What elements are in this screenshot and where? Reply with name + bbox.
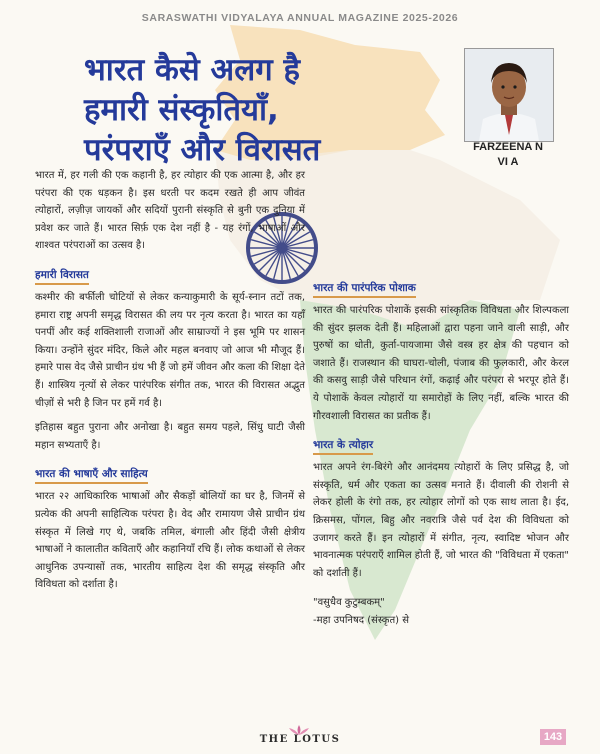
page-number-badge: 143 <box>540 729 566 745</box>
heritage-paragraph-1: कश्मीर की बर्फीली चोटियों से लेकर कन्याकुमारी के सूर्य-स्नान तटों तक, हमारा राष्ट्र अपनी समृद्ध विरासत की लय पर नृत्य करता है। भारत का यहाँ पनपीं और कई शक्तिशाली राजाओं और साम्राज्यों ने इस भूमि पर शासन किया। उन्होंने सुंदर मंदिर, किले और महल बनवाए जो आज भी मौजूद हैं। हमारे पास वेद जैसे प्राचीन ग्रंथ भी हैं जो हमें जीवन और कला की शिक्षा देते हैं। शास्त्रिय नृत्यों से लेकर पारंपरिक संगीत तक, भारत की विरासत अद्भुत चीज़ों से भरी है जिन पर हमें गर्व है। <box>35 291 305 409</box>
dress-heading: भारत की पारंपरिक पोशाक <box>313 281 416 298</box>
dress-paragraph: भारत की पारंपरिक पोशाकें इसकी सांस्कृतिक विविधता और शिल्पकला की सुंदर झलक देती हैं। महिलाओं द्वारा पहना जाने वाली साड़ी, और पुरुषों का धोती, कुर्ता-पायजामा जैसे वस्त्र हर क्षेत्र की पहचान को जशाते हैं। राजस्थान की घाघरा-चोली, पंजाब की फुलकारी, और केरल की कसवु साड़ी जैसे परिधान रंगों, कढ़ाई और परंपरा से भरपूर होते हैं। ये पोशाकें केवल त्योहारों या समारोहों के लिए नहीं, बल्कि भारत की गौरवशाली विरासत का प्रतीक हैं। <box>313 305 569 422</box>
student-name: FARZEENA N <box>473 141 543 153</box>
quote-text: "वसुधैव कुटुम्बकम्" <box>313 597 385 609</box>
quote-source: -महा उपनिषद (संस्कृत) से <box>313 615 410 627</box>
title-line-1: भारत कैसे अलग है <box>84 52 300 88</box>
student-portrait-icon <box>465 49 553 141</box>
title-line-2: हमारी संस्कृतियाँ, <box>84 92 279 128</box>
student-class: VI A <box>497 156 519 168</box>
magazine-brand: THE LOTUS <box>259 734 341 745</box>
magazine-header: SARASWATHI VIDYALAYA ANNUAL MAGAZINE 2025-2026 <box>141 12 459 24</box>
left-column <box>35 167 305 601</box>
heritage-paragraph-2: इतिहास बहुत पुराना और अनोखा है। बहुत समय पहले, सिंधु घाटी जैसी महान सभ्यताएँ है। <box>35 422 305 451</box>
heritage-heading: हमारी विरासत <box>35 268 89 285</box>
festivals-heading: भारत के त्योहार <box>313 438 373 455</box>
page-title <box>84 50 384 170</box>
language-paragraph: भारत २२ आधिकारिक भाषाओं और सैकड़ों बोलियों का घर है, जिनमें से प्रत्येक की अपनी साहित्यिक परंपरा है। वेद और रामायण जैसे प्राचीन ग्रंथ संस्कृत में लिखे गए थे, जबकि तमिल, बंगाली और हिंदी जैसी क्षेत्रीय भाषाओं ने कालातीत कविताएँ और कहानियाँ रचि हैं। लोक कथाओं से लेकर आधुनिक उपन्यासों तक, भारतीय साहित्य देश की समृद्ध संस्कृति और विविधता को दर्शाता है। <box>35 491 305 591</box>
festivals-paragraph: भारत अपने रंग-बिरंगे और आनंदमय त्योहारों के लिए प्रसिद्ध है, जो संस्कृति, धर्म और एकता का उत्सव मनाते हैं। दीवाली की रोशनी से लेकर होली के रंगो तक, हर त्योहार लोगों को एक साथ लाता है। ईद, क्रिसमस, पोंगल, बिहु और नवरात्रि जैसे पर्व देश की विविधता को उजागर करते हैं। इन त्योहारों में संगीत, नृत्य, स्वादिष्ट भोजन और भावनात्मक परंपराएँ शामिल होती हैं, जो भारत की "विविधता में एकता" को दर्शाती हैं। <box>313 462 569 579</box>
student-photo <box>464 48 554 142</box>
intro-paragraph: भारत में, हर गली की एक कहानी है, हर त्योहार की एक आत्मा है, और हर परंपरा की एक धड़कन है। इस धरती पर कदम रखते ही आप जीवंत त्योहारों, लज़ीज़ जायकों और सदियों पुरानी संस्कृति से बुनी एक दुनिया में प्रवेश कर जाते हैं। भारत सिर्फ़ एक देश नहीं है - यह रंगों, भाषाओं और शाश्वत परंपराओं का उत्सव है। <box>35 170 305 252</box>
student-credit <box>448 140 568 170</box>
language-heading: भारत की भाषाएँ और साहित्य <box>35 467 148 484</box>
title-line-3: परंपराएँ और विरासत <box>84 132 321 168</box>
right-column <box>313 275 569 630</box>
page-footer <box>0 724 600 754</box>
